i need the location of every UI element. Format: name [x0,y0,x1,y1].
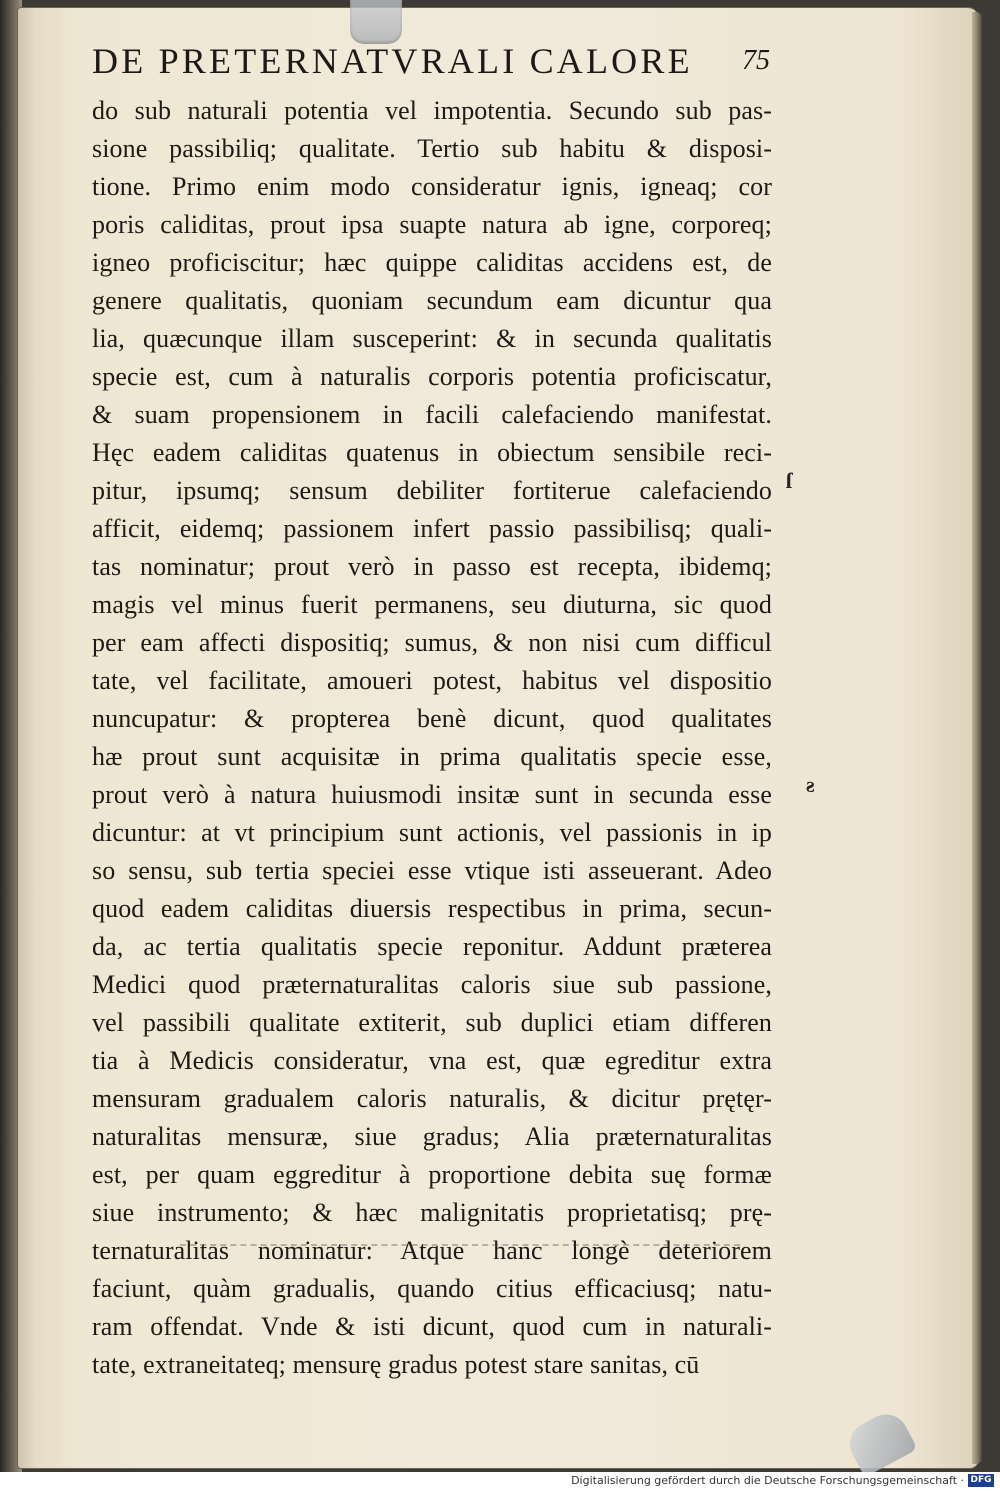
text-line: tate, extraneitateq; mensurę gradus potest stare sanitas, cū [92,1350,700,1379]
text-line: ternaturalitas nominatur: Atque hanc longè deteriorem [92,1236,772,1265]
text-line: per eam affecti dispositiq; sumus, & non nisi cum difficul [92,628,772,657]
text-line: tas nominatur; prout verò in passo est recepta, ibidemq; [92,552,772,581]
text-line: tate, vel facilitate, amoueri potest, habitus vel dispositio [92,666,772,695]
dfg-logo: DFG [968,1474,994,1487]
text-line: igneo proficiscitur; hæc quippe caliditas accidens est, de [92,248,772,277]
digitization-credit: Digitalisierung gefördert durch die Deutsche Forschungsgemeinschaft · [571,1474,964,1487]
text-line: lia, quæcunque illam susceperint: & in secunda qualitatis [92,324,772,353]
text-line: est, per quam eggreditur à proportione debita suę formæ [92,1160,772,1189]
text-line: mensuram gradualem caloris naturalis, & dicitur prętęr- [92,1084,772,1113]
text-line: siue instrumento; & hæc malignitatis proprietatisq; prę- [92,1198,772,1227]
text-line: dicuntur: at vt principium sunt actionis, vel passionis in ip [92,818,772,847]
text-line: hæ prout sunt acquisitæ in prima qualitatis specie esse, [92,742,772,771]
text-line: poris caliditas, prout ipsa suapte natura ab igne, corporeq; [92,210,772,239]
text-line: nuncupatur: & propterea benè dicunt, quod qualitates [92,704,772,733]
text-line: tione. Primo enim modo consideratur ignis, igneaq; cor [92,172,772,201]
text-line: Medici quod præternaturalitas caloris siue sub passione, [92,970,772,999]
text-line: Hęc eadem caliditas quatenus in obiectum sensibile reci- [92,438,772,467]
text-line: vel passibili qualitate extiterit, sub duplici etiam differen [92,1008,772,1037]
text-line: do sub naturali potentia vel impotentia. Secundo sub pas- [92,96,772,125]
bottom-rule [180,1244,740,1250]
text-line: so sensu, sub tertia speciei esse vtique isti asseuerant. Adeo [92,856,772,885]
text-line: specie est, cum à naturalis corporis potentia proficiscatur, [92,362,772,391]
text-line: & suam propensionem in facili calefaciendo manifestat. [92,400,772,429]
text-line: tia à Medicis consideratur, vna est, quæ egreditur extra [92,1046,772,1075]
text-line: ram offendat. Vnde & isti dicunt, quod cum in naturali- [92,1312,772,1341]
text-line: da, ac tertia qualitatis specie reponitur. Addunt præterea [92,932,772,961]
text-line: sione passibiliq; qualitate. Tertio sub habitu & disposi- [92,134,772,163]
text-line: quod eadem caliditas diuersis respectibus in prima, secun- [92,894,772,923]
margin-mark: ſ [786,468,793,493]
text-line: pitur, ipsumq; sensum debiliter fortiterue calefaciendo [92,476,772,505]
body-text [92,92,772,1384]
text-line: prout verò à natura huiusmodi insitæ sunt in secunda esse [92,780,772,809]
page-number: 75 [742,45,770,76]
text-line: afficit, eidemq; passionem infert passio passibilisq; quali- [92,514,772,543]
text-line: naturalitas mensuræ, siue gradus; Alia præternaturalitas [92,1122,772,1151]
text-line: faciunt, quàm gradualis, quando citius efficaciusq; natu- [92,1274,772,1303]
page-edge [972,12,982,1464]
text-line: magis vel minus fuerit permanens, seu diuturna, sic quod [92,590,772,619]
margin-mark: ƨ [806,772,815,797]
running-head: DE PRETERNATVRALI CALORE [92,41,693,81]
text-line: genere qualitatis, quoniam secundum eam dicuntur qua [92,286,772,315]
